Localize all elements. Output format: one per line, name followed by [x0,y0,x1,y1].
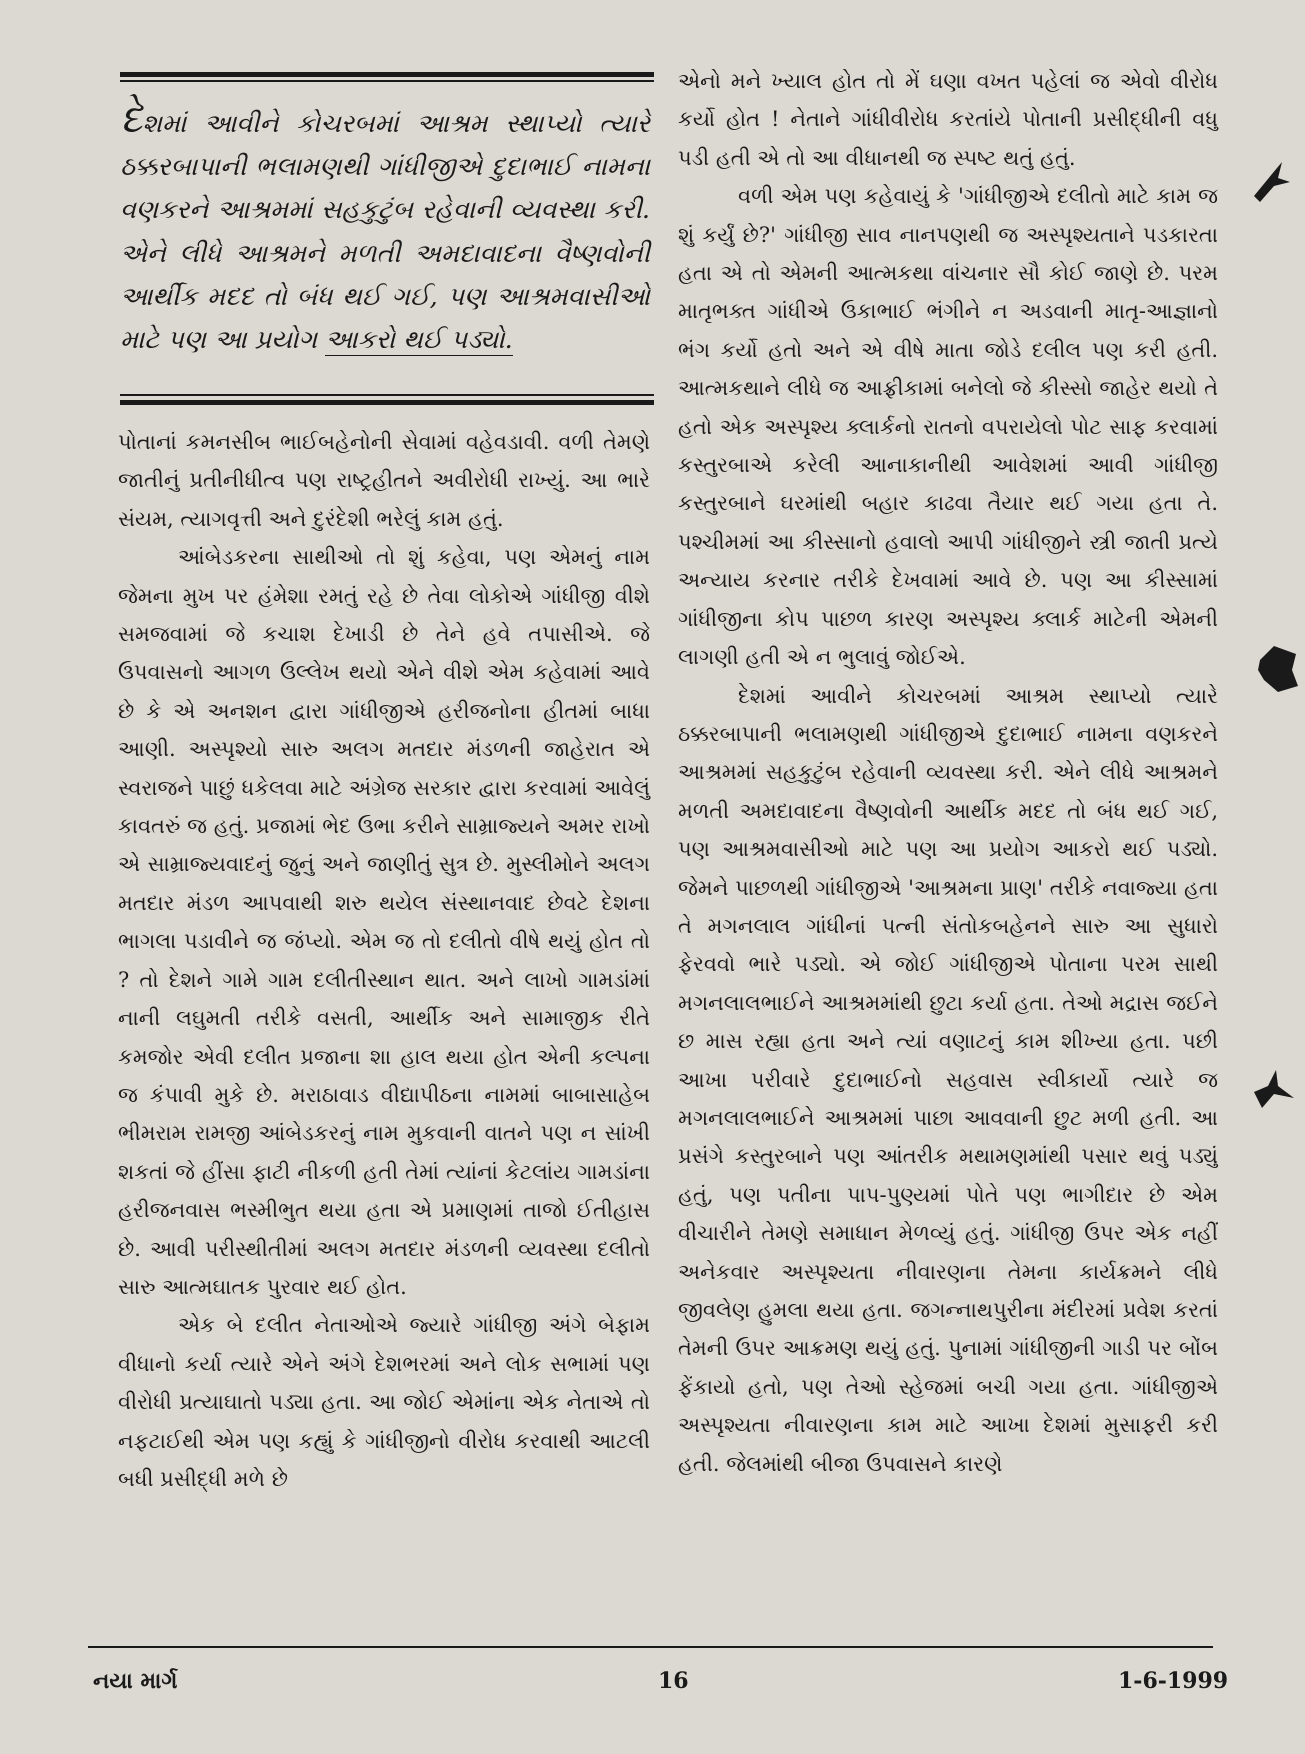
pull-quote-last-phrase: આકરો થઈ પડ્યો. [325,325,513,356]
left-paragraph-3: એક બે દલીત નેતાઓએ જ્યારે ગાંધીજી અંગે બેફામ વીધાનો કર્યા ત્યારે એને અંગે દેશભરમાં અને લોક સભામાં પણ વીરોધી પ્રત્યાઘાતો પડ્યા હતા. આ જોઈ એમાંના એક નેતાએ તો નફટાઈથી એમ પણ કહ્યું કે ગાંધીજીનો વીરોધ કરવાથી આટલી બધી પ્રસીદ્ધી મળે છે [118,1313,650,1491]
pull-quote-bottom-rule-thin [120,394,654,396]
left-paragraph-2: આંબેડકરના સાથીઓ તો શું કહેવા, પણ એમનું નામ જેમના મુખ પર હંમેશા રમતું રહે છે તેવા લોકોએ ગાંધીજી વીશે સમજવામાં જે કચાશ દેખાડી છે તેને હવે તપાસીએ. જે ઉપવાસનો આગળ ઉલ્લેખ થયો એને વીશે એમ કહેવામાં આવે છે કે એ અનશન દ્વારા ગાંધીજીએ હરીજનોના હીતમાં બાધા આણી. અસ્પૃશ્યો સારુ અલગ મતદાર મંડળની જાહેરાત એ સ્વરાજને પાછું ધકેલવા માટે અંગ્રેજ સરકાર દ્વારા કરવામાં આવેલું કાવતરું જ હતું. પ્રજામાં ભેદ ઉભા કરીને સામ્રાજ્યને અમર રાખો એ સામ્રાજ્યવાદનું જુનું અને જાણીતું સુત્ર છે. મુસ્લીમોને અલગ મતદાર મંડળ આપવાથી શરુ થયેલ સંસ્થાનવાદ છેવટે દેશના ભાગલા પડાવીને જ જંપ્યો. એમ જ તો દલીતો વીષે થયું હોત તો ? તો દેશને ગામે ગામ દલીતીસ્થાન થાત. અને લાખો ગામડાંમાં નાની લઘુમતી તરીકે વસતી, આર્થીક અને સામાજીક રીતે કમજોર એવી દલીત પ્રજાના શા હાલ થયા હોત એની કલ્પના જ કંપાવી મુકે છે. મરાઠાવાડ વીદ્યાપીઠના નામમાં બાબાસાહેબ ભીમરામ રામજી આંબેડકરનું નામ મુકવાની વાતને પણ ન સાંખી શકતાં જે હીંસા ફાટી નીકળી હતી તેમાં ત્યાંનાં કેટલાંય ગામડાંના હરીજનવાસ ભસ્મીભુત થયા હતા એ પ્રમાણમાં તાજો ઈતીહાસ છે. આવી પરીસ્થીતીમાં અલગ મતદાર મંડળની વ્યવસ્થા દલીતો સારુ આત્મઘાતક પુરવાર થઈ હોત. [118,545,650,1299]
right-paragraph-3: દેશમાં આવીને કોચરબમાં આશ્રમ સ્થાપ્યો ત્યારે ઠક્કરબાપાની ભલામણથી ગાંધીજીએ દુદાભાઈ નામના વણકરને આશ્રમમાં સહકુટુંબ રહેવાની વ્યવસ્થા કરી. એને લીધે આશ્રમને મળતી અમદાવાદના વૈષ્ણવોની આર્થીક મદદ તો બંધ થઈ ગઈ, પણ આશ્રમવાસીઓ માટે પણ આ પ્રયોગ આકરો થઈ પડ્યો. જેમને પાછળથી ગાંધીજીએ 'આશ્રમના પ્રાણ' તરીકે નવાજ્યા હતા તે મગનલાલ ગાંધીનાં પત્ની સંતોકબહેનને સારુ આ સુધારો ફેરવવો ભારે પડ્યો. એ જોઈ ગાંધીજીએ પોતાના પરમ સાથી મગનલાલભાઈને આશ્રમમાંથી છુટા કર્યા હતા. તેઓ મદ્રાસ જઈને છ માસ રહ્યા હતા અને ત્યાં વણાટનું કામ શીખ્યા હતા. પછી આખા પરીવારે દુદાભાઈનો સહવાસ સ્વીકાર્યો ત્યારે જ મગનલાલભાઈને આશ્રમમાં પાછા આવવાની છુટ મળી હતી. આ પ્રસંગે કસ્તુરબાને પણ આંતરીક મથામણમાંથી પસાર થવું પડ્યું હતું, પણ પતીના પાપ-પુણ્યમાં પોતે પણ ભાગીદાર છે એમ વીચારીને તેમણે સમાધાન મેળવ્યું હતું. ગાંધીજી ઉપર એક નહીં અનેકવાર અસ્પૃશ્યતા નીવારણના તેમના કાર્યક્રમને લીધે જીવલેણ હુમલા થયા હતા. જગન્નાથપુરીના મંદીરમાં પ્રવેશ કરતાં તેમની ઉપર આક્રમણ થયું હતું. પુનામાં ગાંધીજીની ગાડી પર બોંબ ફેંકાયો હતો, પણ તેઓ સ્હેજમાં બચી ગયા હતા. ગાંધીજીએ અસ્પૃશ્યતા નીવારણના કામ માટે આખા દેશમાં મુસાફરી કરી હતી. જેલમાંથી બીજા ઉપવાસને કારણે [678,683,1218,1476]
pull-quote-top-rule-thin [120,80,654,82]
binding-tear-mark [1256,640,1300,696]
right-paragraph-1: એનો મને ખ્યાલ હોત તો મેં ઘણા વખત પહેલાં જ એવો વીરોધ કર્યો હોત ! નેતાને ગાંધીવીરોધ કરતાંયે પોતાની પ્રસીદ્ધીની વધુ પડી હતી એ તો આ વીધાનથી જ સ્પષ્ટ થતું હતું. [678,69,1218,170]
right-column [678,62,1218,1483]
footer-magazine-name: નયા માર્ગ [93,1668,178,1694]
footer-rule [88,1646,1213,1648]
pull-quote-top-rule [120,72,654,77]
binding-punch-mark-bottom [1252,1068,1296,1112]
binding-punch-mark-top [1252,160,1292,206]
footer-date: 1-6-1999 [1118,1668,1229,1694]
pull-quote-bottom-rule [120,400,654,405]
footer-page-number: 16 [658,1668,689,1694]
pull-quote-drop-cap: દે [120,96,143,142]
left-column [118,423,650,1498]
left-paragraph-1: પોતાનાં કમનસીબ ભાઈબહેનોની સેવામાં વહેવડાવી. વળી તેમણે જાતીનું પ્રતીનીધીત્વ પણ રાષ્ટ્રહીતને અવીરોધી રાખ્યું. આ ભારે સંયમ, ત્યાગવૃત્તી અને દુરંદેશી ભરેલું કામ હતું. [118,430,650,531]
pull-quote-text: શમાં આવીને કોચરબમાં આશ્રમ સ્થાપ્યો ત્યારે ઠક્કરબાપાની ભલામણથી ગાંધીજીએ દુદાભાઈ નામના વણકરને આશ્રમમાં સહકુટુંબ રહેવાની વ્યવસ્થા કરી. એને લીધે આશ્રમને મળતી અમદાવાદના વૈષ્ણવોની આર્થીક મદદ તો બંધ થઈ ગઈ, પણ આશ્રમવાસીઓ માટે પણ આ પ્રયોગ [120,109,650,356]
right-paragraph-2: વળી એમ પણ કહેવાયું કે 'ગાંધીજીએ દલીતો માટે કામ જ શું કર્યું છે?' ગાંધીજી સાવ નાનપણથી જ અસ્પૃશ્યતાને પડકારતા હતા એ તો એમની આત્મકથા વાંચનાર સૌ કોઈ જાણે છે. પરમ માતૃભક્ત ગાંધીએ ઉકાભાઈ ભંગીને ન અડવાની માતૃ-આજ્ઞાનો ભંગ કર્યો હતો અને એ વીષે માતા જોડે દલીલ પણ કરી હતી. આત્મકથાને લીધે જ આફ્રીકામાં બનેલો જે કીસ્સો જાહેર થયો તે હતો એક અસ્પૃશ્ય ક્લાર્કનો રાતનો વપરાયેલો પોટ સાફ કરવામાં કસ્તુરબાએ કરેલી આનાકાનીથી આવેશમાં આવી ગાંધીજી કસ્તુરબાને ઘરમાંથી બહાર કાઢવા તૈયાર થઈ ગયા હતા તે. પશ્ચીમમાં આ કીસ્સાનો હવાલો આપી ગાંધીજીને સ્ત્રી જાતી પ્રત્યે અન્યાય કરનાર તરીકે દેખવામાં આવે છે. પણ આ કીસ્સામાં ગાંધીજીના કોપ પાછળ કારણ અસ્પૃશ્ય ક્લાર્ક માટેની એમની લાગણી હતી એ ન ભુલાવું જોઈએ. [678,184,1218,670]
pull-quote [120,98,650,362]
